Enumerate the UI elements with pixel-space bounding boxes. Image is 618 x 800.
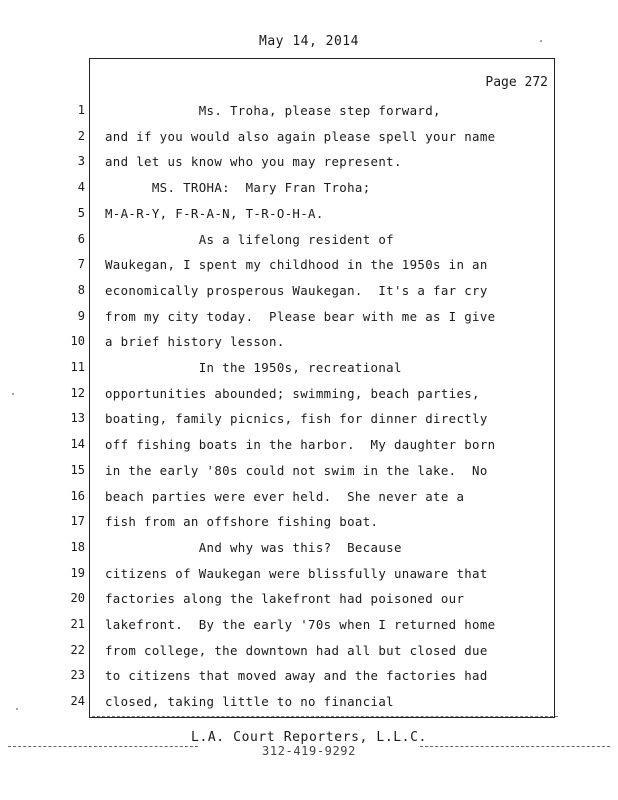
line-text: closed, taking little to no financial	[105, 694, 394, 710]
transcript-line	[0, 566, 618, 586]
line-text: citizens of Waukegan were blissfully unaware that	[105, 565, 488, 581]
transcript-line	[0, 103, 618, 123]
line-number: 21	[70, 617, 85, 631]
line-text: off fishing boats in the harbor. My daughter born	[105, 437, 496, 453]
line-text: MS. TROHA: Mary Fran Troha;	[105, 180, 371, 196]
line-number: 5	[77, 205, 85, 220]
transcript-line	[0, 617, 618, 637]
transcript-line	[0, 489, 618, 509]
line-text: and let us know who you may represent.	[105, 154, 402, 170]
line-number: 11	[70, 360, 85, 374]
line-number: 10	[70, 334, 85, 349]
line-text: to citizens that moved away and the factories had	[105, 668, 488, 684]
line-number: 13	[70, 411, 85, 426]
transcript-line	[0, 180, 618, 200]
transcript-line	[0, 411, 618, 431]
line-number: 12	[70, 385, 85, 400]
line-text: opportunities abounded; swimming, beach parties,	[105, 385, 480, 401]
line-number: 22	[70, 642, 85, 657]
line-text: economically prosperous Waukegan. It's a far cry	[105, 282, 488, 298]
line-number: 18	[70, 539, 85, 554]
transcript-line	[0, 360, 618, 380]
transcript-line	[0, 514, 618, 534]
line-number: 3	[77, 154, 85, 169]
line-number: 19	[70, 565, 85, 580]
line-number: 15	[70, 462, 85, 477]
line-number: 23	[70, 668, 85, 683]
line-text: in the early '80s could not swim in the lake. No	[105, 462, 488, 478]
transcript-line	[0, 694, 618, 714]
transcript-line	[0, 668, 618, 688]
line-text: boating, family picnics, fish for dinner directly	[105, 411, 488, 427]
line-text: As a lifelong resident of	[105, 231, 394, 247]
line-number: 20	[70, 591, 85, 606]
line-text: In the 1950s, recreational	[105, 360, 402, 375]
line-number: 6	[77, 231, 85, 246]
page-number: Page 272	[485, 75, 548, 90]
transcript-line	[0, 591, 618, 611]
transcript-line	[0, 540, 618, 560]
transcript-line	[0, 463, 618, 483]
line-number: 8	[77, 282, 85, 297]
line-text: M-A-R-Y, F-R-A-N, T-R-O-H-A.	[105, 205, 324, 221]
transcript-line	[0, 334, 618, 354]
scan-speck	[12, 393, 14, 395]
line-text: from college, the downtown had all but closed due	[105, 642, 488, 658]
line-text: factories along the lakefront had poisoned our	[105, 591, 465, 607]
footer-company: L.A. Court Reporters, L.L.C.	[191, 730, 427, 745]
line-number: 24	[70, 694, 85, 709]
footer-phone: 312-419-9292	[262, 744, 356, 758]
transcript-line	[0, 257, 618, 277]
transcript-line	[0, 232, 618, 252]
line-text: fish from an offshore fishing boat.	[105, 514, 379, 530]
transcript-line	[0, 309, 618, 329]
transcript-line	[0, 154, 618, 174]
frame-bottom-rule	[92, 716, 558, 720]
transcript-line	[0, 283, 618, 303]
transcript-line	[0, 386, 618, 406]
scan-speck	[540, 40, 542, 42]
line-text: And why was this? Because	[105, 539, 402, 555]
line-text: Ms. Troha, please step forward,	[105, 103, 441, 118]
line-number: 9	[77, 308, 85, 323]
line-number: 16	[70, 488, 85, 503]
line-number: 14	[70, 437, 85, 452]
transcript-line	[0, 643, 618, 663]
transcript-line	[0, 437, 618, 457]
line-number: 4	[77, 180, 85, 195]
line-text: from my city today. Please bear with me as I give	[105, 308, 496, 324]
transcript-line	[0, 129, 618, 149]
transcript-line	[0, 206, 618, 226]
line-text: lakefront. By the early '70s when I returned home	[105, 617, 496, 632]
line-text: beach parties were ever held. She never ate a	[105, 488, 465, 504]
line-number: 2	[77, 128, 85, 143]
line-number: 17	[70, 514, 85, 529]
line-number: 7	[77, 257, 85, 272]
header-date: May 14, 2014	[259, 34, 359, 49]
scan-speck	[16, 708, 18, 710]
line-text: a brief history lesson.	[105, 334, 285, 350]
line-text: and if you would also again please spell your name	[105, 128, 496, 144]
line-text: Waukegan, I spent my childhood in the 1950s in an	[105, 257, 488, 273]
line-number: 1	[77, 103, 85, 117]
